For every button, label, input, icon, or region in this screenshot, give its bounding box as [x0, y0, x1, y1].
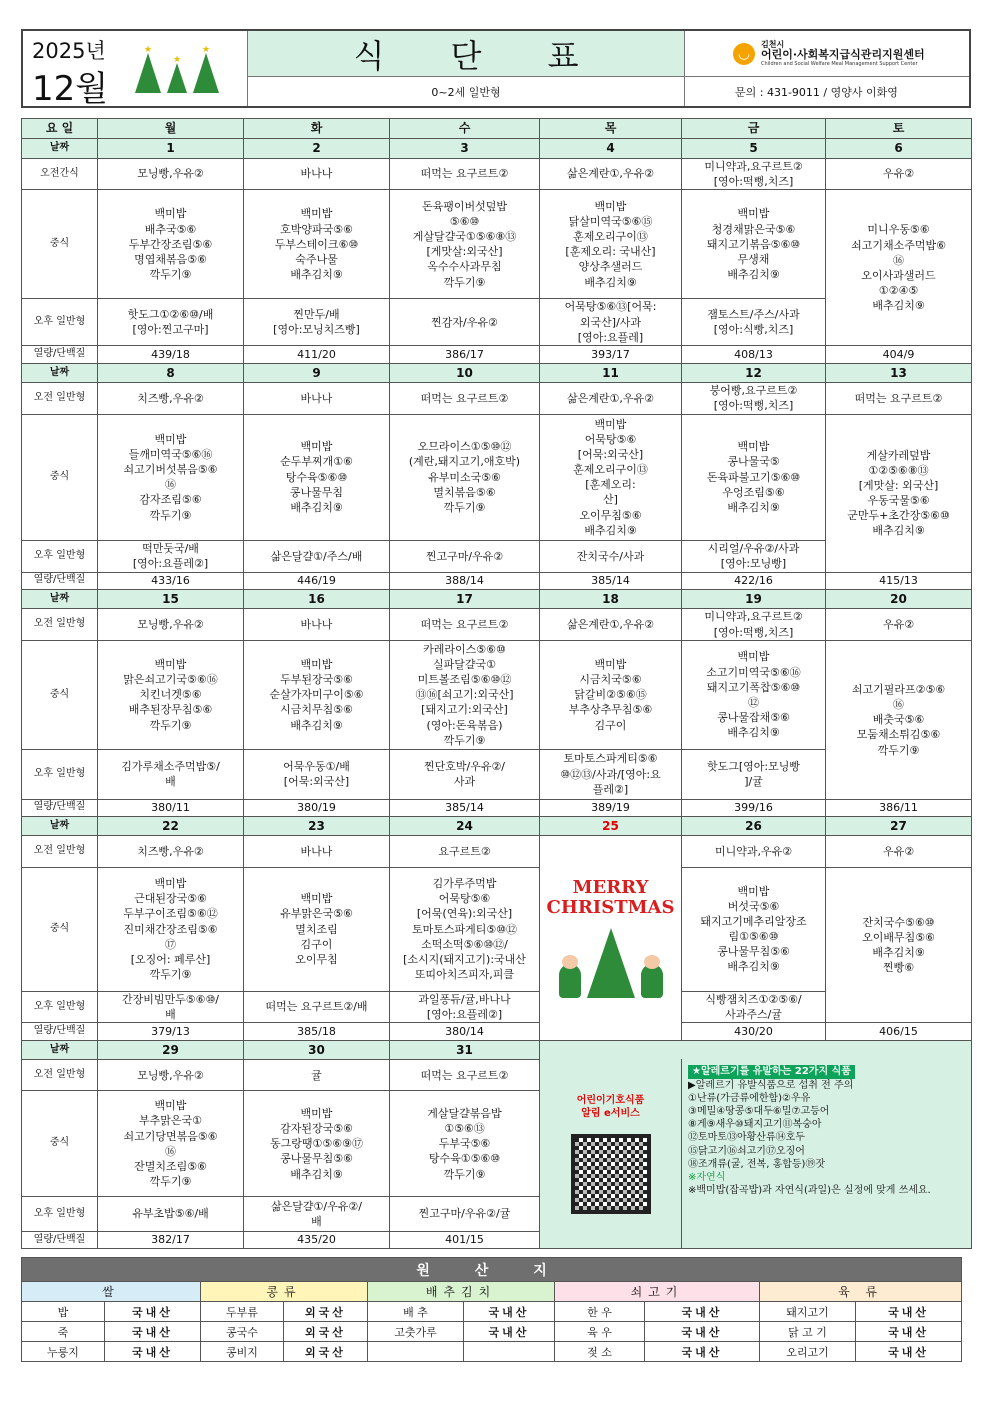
lunch-cell: 백미밥 콩나물국⑤ 돈육파불고기⑤⑥⑩ 우엉조림⑤⑥ 배추김치⑨	[682, 414, 826, 540]
date-cell: 8	[98, 363, 244, 382]
lunch-cell: 백미밥 청경채맑은국⑤⑥ 돼지고기볶음⑤⑥⑩ 무생채 배추김치⑨	[682, 190, 826, 299]
origin-item: 돼지고기	[760, 1302, 856, 1322]
am-snack-cell: 바나나	[244, 836, 390, 867]
date-cell: 3	[390, 139, 540, 158]
christmas-cell	[540, 836, 682, 1041]
calorie-label: 열량/단백질	[22, 799, 98, 816]
date-cell: 25	[540, 816, 682, 835]
rice-note: ※백미밥(잡곡밥)과 자연식(과일)은 실정에 맞게 쓰세요.	[688, 1185, 931, 1197]
lunch-cell: 게살카레덮밥 ①②⑤⑥⑧⑬ [게맛살: 외국산] 우동국물⑤⑥ 군만두+초간장⑤⑥⑩ 배추김치⑨	[826, 414, 972, 572]
allergy-line4: ⑧게⑨새우⑩돼지고기⑪복숭아	[688, 1119, 822, 1131]
am-snack-cell: 모닝빵,우유②	[98, 158, 244, 190]
calorie-cell: 380/19	[244, 799, 390, 816]
origin-item: 한 우	[555, 1302, 645, 1322]
center-city: 김천시	[761, 39, 785, 49]
calorie-cell: 415/13	[826, 572, 972, 589]
origin-item: 배 추	[368, 1302, 464, 1322]
date-cell: 13	[826, 363, 972, 382]
pm-snack-label: 오후 일반형	[22, 991, 98, 1023]
am-snack-cell: 미니약과,요구르트② [영아:떡뻥,치즈]	[682, 158, 826, 190]
lunch-cell: 백미밥 순두부찌개①⑥ 탕수육⑤⑥⑩ 콩나물무침 배추김치⑨	[244, 414, 390, 540]
pm-snack-cell: 간장비빔만두⑤⑥⑩/ 배	[98, 991, 244, 1023]
am-snack-cell: 요구르트②	[390, 836, 540, 867]
pm-snack-cell: 찐고구마/우유②/귤	[390, 1197, 540, 1232]
date-cell-empty	[540, 1040, 972, 1059]
day-header-5: 금	[682, 119, 826, 139]
header-title-box	[248, 31, 685, 106]
date-label: 날짜	[22, 589, 98, 608]
origin-item: 오리고기	[760, 1342, 856, 1362]
calorie-cell: 382/17	[98, 1231, 244, 1248]
origin-category: 배추김치	[368, 1282, 555, 1302]
calorie-cell: 430/20	[682, 1023, 826, 1040]
calorie-cell: 385/14	[390, 799, 540, 816]
page-title: 식 단 표	[248, 31, 684, 77]
am-snack-cell: 바나나	[244, 158, 390, 190]
lunch-cell: 오므라이스①⑤⑩⑫ (계란,돼지고기,애호박) 유부미소국⑤⑥ 멸치볶음⑤⑥ 깍두기⑨	[390, 414, 540, 540]
am-snack-cell: 바나나	[244, 382, 390, 414]
calorie-label: 열량/단백질	[22, 1023, 98, 1040]
lunch-cell: 백미밥 두부된장국⑤⑥ 순살가자미구이⑤⑥ 시금치무침⑤⑥ 배추김치⑨	[244, 640, 390, 749]
am-snack-cell: 삶은계란①,우유②	[540, 158, 682, 190]
origin-country: 국내산	[645, 1302, 760, 1322]
am-snack-cell: 삶은계란①,우유②	[540, 609, 682, 641]
origin-country: 외국산	[284, 1342, 368, 1362]
allergy-line6: ⑮닭고기⑯쇠고기⑰오징어	[688, 1145, 805, 1157]
pm-snack-cell: 핫도그[영아:모닝빵 ]/귤	[682, 749, 826, 799]
date-label: 날짜	[22, 1040, 98, 1059]
am-snack-cell: 떠먹는 요구르트②	[826, 382, 972, 414]
lunch-cell: 백미밥 배추국⑤⑥ 두부간장조림⑤⑥ 명엽채볶음⑤⑥ 깍두기⑨	[98, 190, 244, 299]
calorie-cell: 433/16	[98, 572, 244, 589]
pm-snack-cell: 찐감자/우유②	[390, 299, 540, 346]
origin-country	[464, 1342, 555, 1362]
allergy-line2: ①난류(가금류에한함)②우유	[688, 1092, 811, 1104]
lunch-cell: 백미밥 시금치국⑤⑥ 닭갈비②⑤⑥⑮ 부추상추무침⑤⑥ 김구이	[540, 640, 682, 749]
date-cell: 20	[826, 589, 972, 608]
origin-item: 젖 소	[555, 1342, 645, 1362]
pm-snack-cell: 어묵탕⑤⑥⑬[어묵: 외국산]/사과 [영아:요플레]	[540, 299, 682, 346]
day-header-3: 수	[390, 119, 540, 139]
origin-item: 콩국수	[201, 1322, 284, 1342]
lunch-cell: 백미밥 유부맑은국⑤⑥ 멸치조림 김구이 오이무침	[244, 867, 390, 991]
calorie-label: 열량/단백질	[22, 1231, 98, 1248]
lunch-cell: 백미밥 들깨미역국⑤⑥⑯ 쇠고기버섯볶음⑤⑥ ⑯ 감자조림⑤⑥ 깍두기⑨	[98, 414, 244, 540]
weekday-label: 요 일	[22, 119, 98, 139]
origin-country: 국내산	[856, 1302, 962, 1322]
am-snack-label: 오전 일반형	[22, 1059, 98, 1090]
origin-country: 국내산	[105, 1342, 201, 1362]
lunch-label: 중식	[22, 1091, 98, 1197]
calorie-label: 열량/단백질	[22, 346, 98, 363]
pm-snack-cell: 토마토스파게티⑤⑥ ⑩⑫⑬/사과/[영아:요 플레②]	[540, 749, 682, 799]
am-snack-cell: 떠먹는 요구르트②	[390, 1059, 540, 1090]
pm-snack-cell: 잼토스트/주스/사과 [영아:식빵,치즈]	[682, 299, 826, 346]
allergy-line1: ▶알레르기 유발식품으로 섭취 전 주의	[688, 1079, 854, 1091]
lunch-label: 중식	[22, 414, 98, 540]
origin-item: 누룽지	[22, 1342, 105, 1362]
contact-info: 문의 : 431-9011 / 영양사 이화영	[735, 85, 898, 99]
pm-snack-cell: 삶은달걀①/주스/배	[244, 540, 390, 572]
lunch-cell: 백미밥 근대된장국⑤⑥ 두부구이조림⑤⑥⑫ 진미채간장조림⑤⑥ ⑰ [오징어: 페루산] 깍두기⑨	[98, 867, 244, 991]
qr-cell	[540, 1059, 682, 1248]
lunch-label: 중식	[22, 867, 98, 991]
date-label: 날짜	[22, 139, 98, 158]
lunch-label: 중식	[22, 640, 98, 749]
lunch-cell: 김가루주먹밥 어묵탕⑤⑥ [어묵(연육):외국산] 토마토스파게티⑤⑩⑫ 소떡소떡⑤⑥⑩⑫/ [소시지(돼지고기):국내산 또띠아치즈피자,피클	[390, 867, 540, 991]
origin-item: 죽	[22, 1322, 105, 1342]
am-snack-cell: 미니약과,우유②	[682, 836, 826, 867]
lunch-cell: 쇠고기필라프②⑤⑥ ⑯ 배춧국⑤⑥ 모둠채소튀김⑤⑥ 깍두기⑨	[826, 640, 972, 799]
pm-snack-cell: 찐만두/배 [영아:모닝치즈빵]	[244, 299, 390, 346]
origin-item: 닭 고 기	[760, 1322, 856, 1342]
origin-country: 국내산	[856, 1322, 962, 1342]
origin-item: 육 우	[555, 1322, 645, 1342]
pm-snack-cell: 어묵우동①/배 [어묵:외국산]	[244, 749, 390, 799]
origin-item: 밥	[22, 1302, 105, 1322]
pm-snack-cell: 떠먹는 요구르트②/배	[244, 991, 390, 1023]
date-cell: 27	[826, 816, 972, 835]
calorie-cell: 422/16	[682, 572, 826, 589]
pm-snack-cell: 시리얼/우유②/사과 [영아:모닝빵]	[682, 540, 826, 572]
allergy-info	[682, 1059, 972, 1248]
am-snack-cell: 모닝빵,우유②	[98, 1059, 244, 1090]
header-center-box	[685, 31, 969, 106]
pm-snack-cell: 식빵잼치즈①②⑤⑥/ 사과주스/귤	[682, 991, 826, 1023]
christmas-text: CHRISTMAS	[546, 896, 675, 918]
date-cell: 4	[540, 139, 682, 158]
am-snack-label: 오전 일반형	[22, 836, 98, 867]
calorie-cell: 435/20	[244, 1231, 390, 1248]
lunch-cell: 백미밥 호박양파국⑤⑥ 두부스테이크⑥⑩ 숙주나물 배추김치⑨	[244, 190, 390, 299]
am-snack-cell: 떠먹는 요구르트②	[390, 609, 540, 641]
pm-snack-cell: 핫도그①②⑥⑩/배 [영아:찐고구마]	[98, 299, 244, 346]
calorie-cell: 446/19	[244, 572, 390, 589]
christmas-trees-icon: ★ ★ ★	[135, 53, 219, 93]
date-cell: 23	[244, 816, 390, 835]
date-cell: 22	[98, 816, 244, 835]
origin-country: 국내산	[645, 1342, 760, 1362]
date-cell: 19	[682, 589, 826, 608]
pm-snack-cell: 찐단호박/우유②/ 사과	[390, 749, 540, 799]
am-snack-label: 오전간식	[22, 158, 98, 190]
origin-item: 두부류	[201, 1302, 284, 1322]
calorie-cell: 386/11	[826, 799, 972, 816]
natural-food-note: ※자연식	[688, 1171, 726, 1183]
day-header-6: 토	[826, 119, 972, 139]
elf-icon	[559, 964, 581, 998]
lunch-cell: 미니우동⑤⑥ 쇠고기채소주먹밥⑥ ⑯ 오이사과샐러드 ①②④⑤ 배추김치⑨	[826, 190, 972, 346]
calorie-cell: 385/18	[244, 1023, 390, 1040]
date-cell: 17	[390, 589, 540, 608]
day-header-2: 화	[244, 119, 390, 139]
am-snack-cell: 치즈빵,우유②	[98, 836, 244, 867]
origin-category: 육 류	[760, 1282, 962, 1302]
menu-table	[21, 118, 972, 1249]
allergy-title: ★알레르기를 유발하는 22가지 식품	[688, 1065, 855, 1078]
month: 12월	[32, 69, 109, 109]
lunch-cell: 백미밥 부추맑은국① 쇠고기당면볶음⑤⑥ ⑯ 잔멸치조림⑤⑥ 깍두기⑨	[98, 1091, 244, 1197]
lunch-label: 중식	[22, 190, 98, 299]
qr-service-title: 어린이기호식품 알림 e서비스	[576, 1094, 645, 1119]
center-name: 어린이·사회복지급식관리지원센터	[761, 47, 925, 61]
day-header-1: 월	[98, 119, 244, 139]
lunch-cell: 백미밥 맑은쇠고기국⑤⑥⑯ 치킨너겟⑤⑥ 배추된장무침⑤⑥ 깍두기⑨	[98, 640, 244, 749]
origin-country: 국내산	[645, 1322, 760, 1342]
calorie-cell: 386/17	[390, 346, 540, 363]
date-cell: 1	[98, 139, 244, 158]
calorie-cell: 388/14	[390, 572, 540, 589]
date-cell: 15	[98, 589, 244, 608]
pm-snack-cell: 삶은달걀①/우유②/ 배	[244, 1197, 390, 1232]
origin-country: 국내산	[464, 1322, 555, 1342]
am-snack-cell: 우유②	[826, 609, 972, 641]
calorie-cell: 408/13	[682, 346, 826, 363]
header	[21, 29, 971, 108]
merry-text: MERRY	[572, 877, 649, 899]
qr-code-icon	[571, 1134, 651, 1214]
lunch-cell: 백미밥 닭살미역국⑤⑥⑮ 훈제오리구이⑬ [훈제오리: 국내산] 양상추샐러드 배추김치⑨	[540, 190, 682, 299]
am-snack-label: 오전 일반형	[22, 609, 98, 641]
pm-snack-cell: 과일퐁듀/귤,바나나 [영아:요플레②]	[390, 991, 540, 1023]
pm-snack-cell: 유부초밥⑤⑥/배	[98, 1197, 244, 1232]
calorie-cell: 404/9	[826, 346, 972, 363]
date-label: 날짜	[22, 816, 98, 835]
lunch-cell: 백미밥 어묵탕⑤⑥ [어묵:외국산] 훈제오리구이⑬ [훈제오리: 산] 오이무침⑤⑥ 배추김치⑨	[540, 414, 682, 540]
am-snack-cell: 우유②	[826, 158, 972, 190]
date-cell: 16	[244, 589, 390, 608]
date-cell: 11	[540, 363, 682, 382]
calorie-cell: 411/20	[244, 346, 390, 363]
lunch-cell: 잔치국수⑤⑥⑩ 오이배무침⑤⑥ 배추김치⑨ 찐빵⑥	[826, 867, 972, 1023]
pm-snack-label: 오후 일반형	[22, 1197, 98, 1232]
origin-country: 외국산	[284, 1302, 368, 1322]
calorie-cell: 379/13	[98, 1023, 244, 1040]
am-snack-cell: 치즈빵,우유②	[98, 382, 244, 414]
origin-category: 쌀	[22, 1282, 201, 1302]
pm-snack-cell: 잔치국수/사과	[540, 540, 682, 572]
origin-item: 고춧가루	[368, 1322, 464, 1342]
pm-snack-cell: 찐고구마/우유②	[390, 540, 540, 572]
calorie-cell: 406/15	[826, 1023, 972, 1040]
lunch-cell: 카레라이스⑤⑥⑩ 실파달걀국① 미트볼조림⑤⑥⑩⑫ ⑬⑯[쇠고기:외국산] [돼지고기:외국산] (영아:돈육볶음) 깍두기⑨	[390, 640, 540, 749]
origin-category: 쇠고기	[555, 1282, 760, 1302]
origin-item: 콩비지	[201, 1342, 284, 1362]
date-label: 날짜	[22, 363, 98, 382]
am-snack-cell: 떠먹는 요구르트②	[390, 158, 540, 190]
calorie-label: 열량/단백질	[22, 572, 98, 589]
center-logo	[685, 31, 969, 77]
calorie-cell: 399/16	[682, 799, 826, 816]
allergy-line3: ③메밀④땅콩⑤대두⑥밀⑦고등어	[688, 1106, 830, 1117]
origin-country: 외국산	[284, 1322, 368, 1342]
am-snack-cell: 떠먹는 요구르트②	[390, 382, 540, 414]
origin-category: 콩류	[201, 1282, 368, 1302]
allergy-line5: ⑫토마토⑬아황산류⑭호두	[688, 1132, 805, 1144]
pm-snack-cell: 김가루채소주먹밥⑤/ 배	[98, 749, 244, 799]
calorie-cell: 393/17	[540, 346, 682, 363]
date-cell: 18	[540, 589, 682, 608]
lunch-cell: 백미밥 버섯국⑤⑥ 돼지고기메추리알장조 림①⑤⑥⑩ 콩나물무침⑤⑥ 배추김치⑨	[682, 867, 826, 991]
allergy-line7: ⑱조개류(굴, 전복, 홍합등)⑲잣	[688, 1158, 826, 1170]
origin-title: 원 산 지	[22, 1258, 962, 1282]
christmas-tree-icon	[587, 928, 635, 998]
calorie-cell: 380/11	[98, 799, 244, 816]
year: 2025년	[32, 39, 106, 63]
calorie-cell: 380/14	[390, 1023, 540, 1040]
am-snack-cell: 삶은계란①,우유②	[540, 382, 682, 414]
calorie-cell: 389/19	[540, 799, 682, 816]
calorie-cell: 439/18	[98, 346, 244, 363]
origin-country: 국내산	[105, 1302, 201, 1322]
header-date-box	[23, 31, 248, 109]
origin-country: 국내산	[856, 1342, 962, 1362]
day-header-4: 목	[540, 119, 682, 139]
christmas-scene-icon	[542, 928, 679, 998]
pm-snack-cell: 떡만둣국/배 [영아:요플레②]	[98, 540, 244, 572]
origin-table	[21, 1257, 962, 1362]
date-cell: 6	[826, 139, 972, 158]
am-snack-cell: 미니약과,요구르트② [영아:떡뻥,치즈]	[682, 609, 826, 641]
elf-icon	[641, 964, 663, 998]
am-snack-cell: 붕어빵,요구르트② [영아:떡뻥,치즈]	[682, 382, 826, 414]
pm-snack-label: 오후 일반형	[22, 299, 98, 346]
date-cell: 10	[390, 363, 540, 382]
calorie-cell: 401/15	[390, 1231, 540, 1248]
date-cell: 9	[244, 363, 390, 382]
am-snack-label: 오전 일반형	[22, 382, 98, 414]
origin-country: 국내산	[105, 1322, 201, 1342]
date-cell: 31	[390, 1040, 540, 1059]
date-cell: 5	[682, 139, 826, 158]
center-name-en: Children and Social Welfare Meal Management Support Center	[761, 60, 918, 67]
lunch-cell: 돈육팽이버섯덮밥 ⑤⑥⑩ 게살달걀국①⑤⑥⑧⑬ [게맛살:외국산] 옥수수사과무침 깍두기⑨	[390, 190, 540, 299]
date-cell: 26	[682, 816, 826, 835]
pm-snack-label: 오후 일반형	[22, 540, 98, 572]
date-cell: 24	[390, 816, 540, 835]
lunch-cell: 백미밥 감자된장국⑤⑥ 동그랑땡①⑤⑥⑨⑰ 콩나물무침⑤⑥ 배추김치⑨	[244, 1091, 390, 1197]
am-snack-cell: 우유②	[826, 836, 972, 867]
date-cell: 30	[244, 1040, 390, 1059]
lunch-cell: 백미밥 소고기미역국⑤⑥⑯ 돼지고기폭찹⑤⑥⑩ ⑫ 콩나물잡채⑤⑥ 배추김치⑨	[682, 640, 826, 749]
origin-item	[368, 1342, 464, 1362]
am-snack-cell: 귤	[244, 1059, 390, 1090]
am-snack-cell: 바나나	[244, 609, 390, 641]
lunch-cell: 게살달걀볶음밥 ①⑤⑥⑬ 두부국⑤⑥ 탕수육①⑤⑥⑩ 깍두기⑨	[390, 1091, 540, 1197]
date-cell: 29	[98, 1040, 244, 1059]
am-snack-cell: 모닝빵,우유②	[98, 609, 244, 641]
calorie-cell: 385/14	[540, 572, 682, 589]
origin-country: 국내산	[464, 1302, 555, 1322]
page-subtitle: 0~2세 일반형	[431, 85, 501, 99]
pm-snack-label: 오후 일반형	[22, 749, 98, 799]
center-logo-icon: ◡	[733, 43, 755, 65]
date-cell: 12	[682, 363, 826, 382]
date-cell: 2	[244, 139, 390, 158]
